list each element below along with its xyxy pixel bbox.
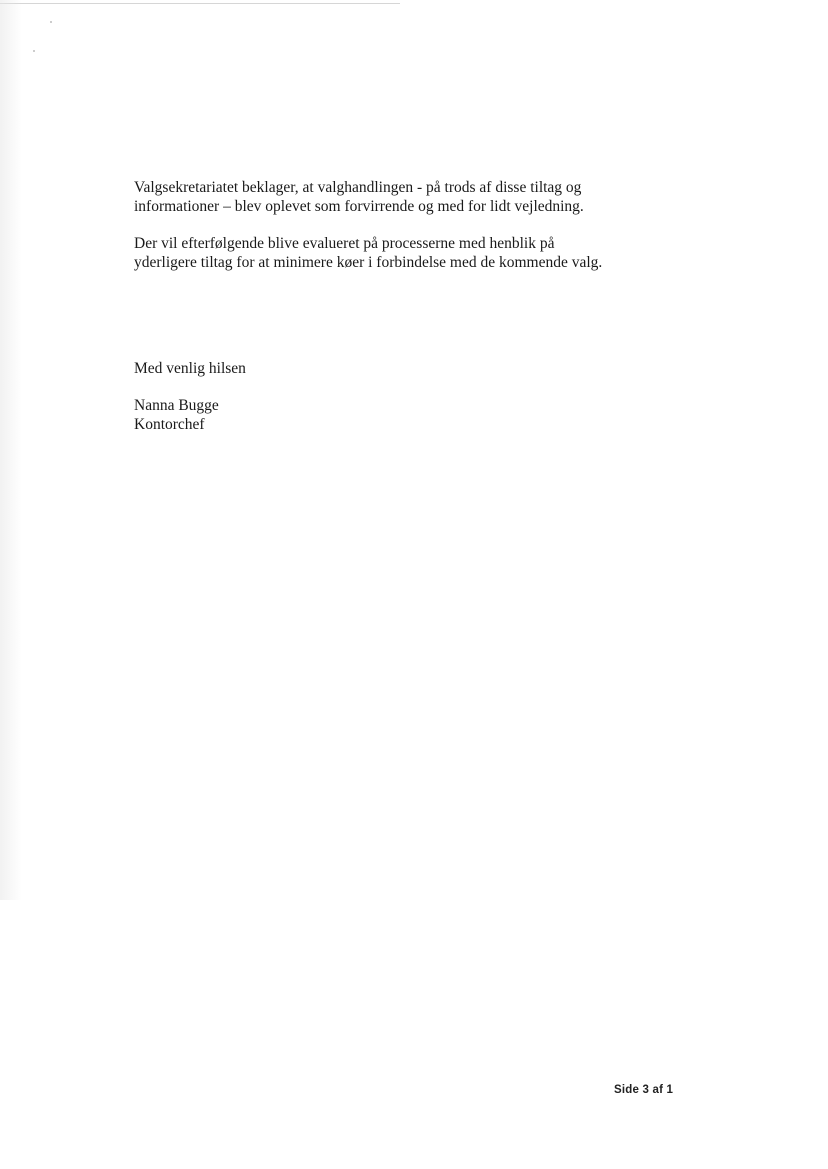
scan-speck (33, 50, 35, 52)
paragraph-apology: Valgsekretariatet beklager, at valghandlingen - på trods af disse tiltag og informationer – blev oplevet som forvirrende og med for lidt vejledning. (134, 179, 584, 215)
letter-body (134, 178, 604, 272)
signature-block (134, 396, 219, 434)
paragraph-evaluation: Der vil efterfølgende blive evalueret på processerne med henblik på yderligere tiltag for at minimere køer i forbindelse med de kommende valg. (134, 235, 603, 271)
signer-title: Kontorchef (134, 416, 205, 433)
scan-shadow-edge (0, 0, 22, 900)
scan-speck (50, 21, 52, 23)
closing-greeting: Med venlig hilsen (134, 360, 246, 377)
scan-top-line (0, 3, 400, 4)
page-number: Side 3 af 1 (614, 1084, 674, 1096)
signer-name: Nanna Bugge (134, 397, 219, 414)
